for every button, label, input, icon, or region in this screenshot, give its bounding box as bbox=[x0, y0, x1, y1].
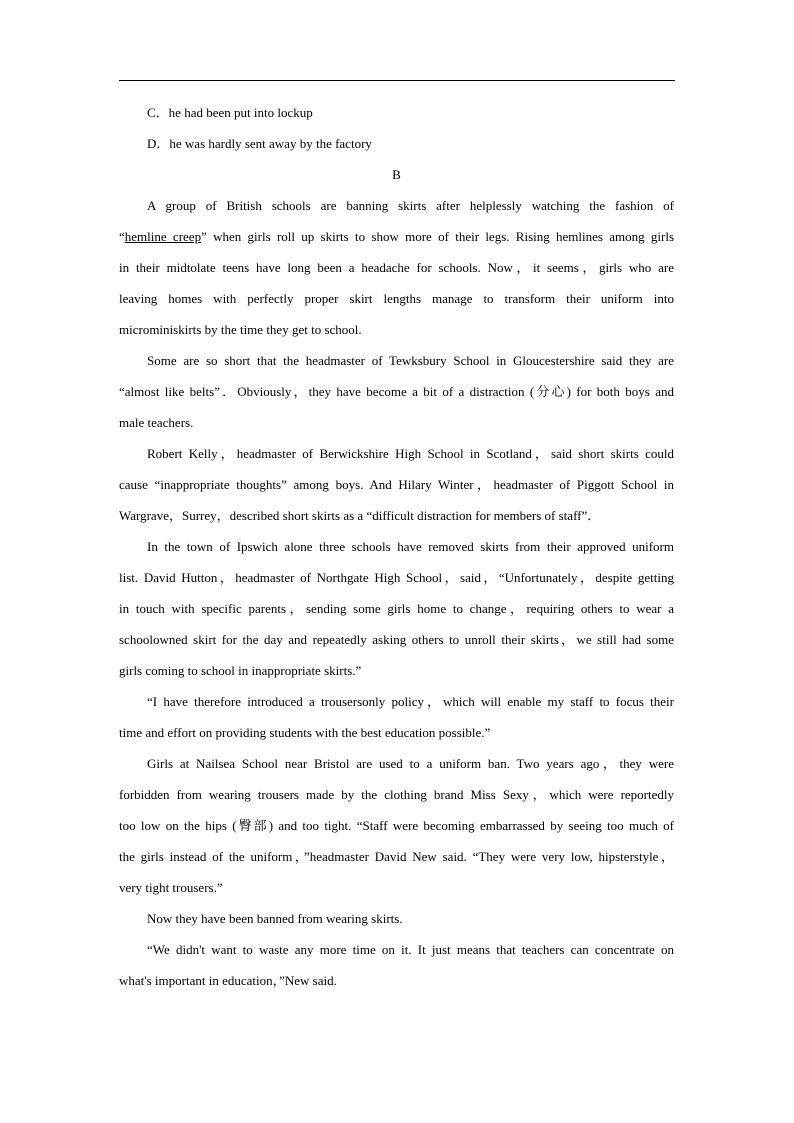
section-label: B bbox=[392, 167, 401, 182]
p3-line-3: Wargrave，Surrey，described short skirts as a “difficult distraction for members of staff”． bbox=[119, 508, 601, 523]
p5-line-1: “I have therefore introduced a trousersonly policy，which will enable my staff to focus their bbox=[147, 694, 674, 709]
p1-line-3: in their midtolate teens have long been a headache for schools. Now，it seems，girls who are bbox=[119, 260, 674, 275]
p6-line-3: too low on the hips (臀部) and too tight. “Staff were becoming embarrassed by seeing too much of bbox=[119, 818, 674, 833]
option-d: D．he was hardly sent away by the factory bbox=[147, 136, 372, 151]
p2-line-3: male teachers. bbox=[119, 415, 194, 430]
p8-line-2: what's important in education，”New said. bbox=[119, 973, 337, 988]
p7-line-1: Now they have been banned from wearing skirts. bbox=[147, 911, 403, 926]
option-c: C．he had been put into lockup bbox=[147, 105, 313, 120]
p2-line-1: Some are so short that the headmaster of Tewksbury School in Gloucestershire said they are bbox=[147, 353, 674, 368]
p3-line-2: cause “inappropriate thoughts” among boys. And Hilary Winter，headmaster of Piggott School in bbox=[119, 477, 674, 492]
page-content bbox=[119, 97, 674, 996]
p1-line-1: A group of British schools are banning skirts after helplessly watching the fashion of bbox=[147, 198, 674, 213]
p6-line-4: the girls instead of the uniform，”headmaster David New said. “They were very low, hipsterstyle， bbox=[119, 849, 674, 864]
p6-line-1: Girls at Nailsea School near Bristol are used to a uniform ban. Two years ago，they were bbox=[147, 756, 674, 771]
p4-line-4: schoolowned skirt for the day and repeatedly asking others to unroll their skirts，we still had some bbox=[119, 632, 674, 647]
p6-line-2: forbidden from wearing trousers made by the clothing brand Miss Sexy，which were reportedly bbox=[119, 787, 674, 802]
p3-line-1: Robert Kelly，headmaster of Berwickshire High School in Scotland，said short skirts could bbox=[147, 446, 674, 461]
p1-line-2-rest: ” when girls roll up skirts to show more of their legs. Rising hemlines among girls bbox=[201, 229, 674, 244]
open-quote: “ bbox=[119, 229, 125, 244]
p4-line-2: list. David Hutton，headmaster of Northgate High School，said，“Unfortunately，despite getting bbox=[119, 570, 674, 585]
p4-line-3: in touch with specific parents，sending some girls home to change，requiring others to wear a bbox=[119, 601, 674, 616]
p4-line-5: girls coming to school in inappropriate skirts.” bbox=[119, 663, 362, 678]
p5-line-2: time and effort on providing students with the best education possible.” bbox=[119, 725, 491, 740]
p8-line-1: “We didn't want to waste any more time on it. It just means that teachers can concentrate on bbox=[147, 942, 674, 957]
p6-line-5: very tight trousers.” bbox=[119, 880, 223, 895]
p1-line-2 bbox=[119, 221, 674, 252]
p4-line-1: In the town of Ipswich alone three schools have removed skirts from their approved uniform bbox=[147, 539, 674, 554]
p1-line-5: microminiskirts by the time they get to school. bbox=[119, 322, 362, 337]
p1-line-4: leaving homes with perfectly proper skirt lengths manage to transform their uniform into bbox=[119, 291, 674, 306]
underlined-term: hemline creep bbox=[124, 229, 202, 244]
p2-line-2: “almost like belts”．Obviously，they have become a bit of a distraction (分心) for both boys and bbox=[119, 384, 674, 399]
header-rule bbox=[119, 80, 675, 81]
